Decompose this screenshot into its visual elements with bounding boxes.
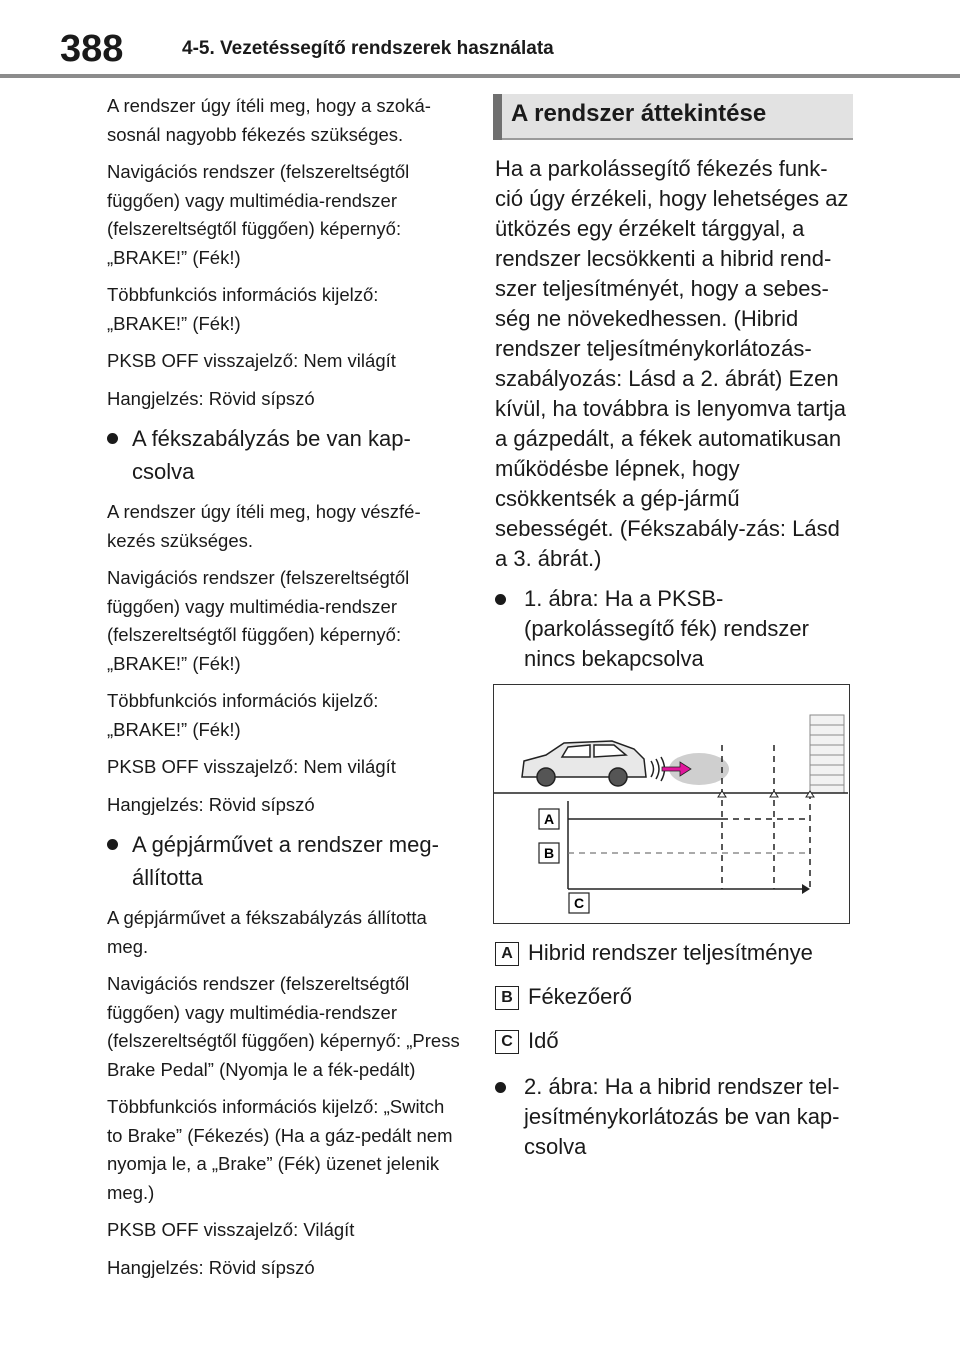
- paragraph: Többfunkciós információs kijelző: „Switch to Brake” (Fékezés) (Ha a gáz-pedált nem nyomja le, a „Brake” (Fék) üzenet jelenik meg.): [107, 1096, 453, 1203]
- bullet-dot-icon: [107, 839, 118, 850]
- heading-accent-bar: [493, 94, 502, 140]
- bullet-item: [107, 422, 462, 488]
- heading-text: A rendszer áttekintése: [511, 100, 767, 127]
- bullet-item: [495, 1072, 855, 1162]
- paragraph: A rendszer úgy ítéli meg, hogy vészfé-kezés szükséges.: [107, 501, 421, 551]
- bullet-text: 2. ábra: Ha a hibrid rendszer tel-jesítménykorlátozás be van kap-csolva: [524, 1074, 840, 1159]
- legend-row-c: [495, 1026, 855, 1070]
- legend-key: B: [495, 986, 519, 1010]
- paragraph: A rendszer úgy ítéli meg, hogy a szoká-sosnál nagyobb fékezés szükséges.: [107, 95, 431, 145]
- legend-text: Hibrid rendszer teljesítménye: [528, 940, 813, 965]
- label-c: [569, 893, 589, 913]
- bullet-item: [107, 828, 462, 894]
- paragraph: Navigációs rendszer (felszereltségtől függően) vagy multimédia-rendszer (felszereltségtől függően) képernyő: „Press Brake Pedal” (Nyomja le a fék-pedált): [107, 973, 460, 1080]
- legend-text: Fékezőerő: [528, 984, 632, 1009]
- car-illustration: [522, 741, 646, 786]
- svg-text:B: B: [543, 845, 555, 861]
- section-heading: [493, 94, 853, 140]
- page-number: 388: [60, 28, 124, 70]
- paragraph: Többfunkciós információs kijelző: „BRAKE!” (Fék!): [107, 284, 379, 334]
- time-markers: [722, 745, 810, 889]
- section-title: 4-5. Vezetéssegítő rendszerek használata: [182, 38, 554, 59]
- svg-text:C: C: [573, 895, 585, 911]
- pksb-diagram: [493, 684, 850, 924]
- header-rule: [0, 74, 960, 78]
- bullet-item: [495, 584, 853, 674]
- bullet-dot-icon: [495, 594, 506, 605]
- time-axis-arrow: [802, 884, 810, 894]
- paragraph: PKSB OFF visszajelző: Világít: [107, 1219, 355, 1240]
- right-column: [493, 94, 853, 684]
- paragraph: Hangjelzés: Rövid sípszó: [107, 793, 315, 815]
- legend-row-b: [495, 982, 855, 1026]
- bullet-text: A fékszabályzás be van kap-csolva: [132, 426, 411, 484]
- body-paragraph: Ha a parkolássegítő fékezés funk-ció úgy érzékeli, hogy lehetséges az ütközés egy érzékelt tárggyal, a rendszer lecsökkenti a hibrid rend-szer teljesítményét, hogy a sebes-ség ne növekedhessen. (Hibrid rendszer teljesítménykorlátozás-szabályozás: Lásd a 2. ábrát) Ezen kívül, ha továbbra is lenyomva tartja a gázpedált, a fékek automatikusan működésbe lépnek, hogy csökkentsék a gép-jármű sebességét. (Fékszabály-zás: Lásd a 3. ábrát.): [495, 156, 849, 571]
- label-b: [539, 843, 559, 863]
- svg-text:A: A: [543, 811, 555, 827]
- paragraph: Hangjelzés: Rövid sípszó: [107, 1256, 315, 1278]
- bullet-text: A gépjárművet a rendszer meg-állította: [132, 832, 439, 890]
- paragraph: A gépjárművet a fékszabályzás állította meg.: [107, 907, 427, 957]
- label-a: [539, 809, 559, 829]
- legend-row-a: [495, 938, 855, 982]
- legend-key: C: [495, 1030, 519, 1054]
- marker-triangles: [718, 791, 814, 797]
- legend-text: Idő: [528, 1028, 559, 1053]
- page-header: [0, 0, 960, 80]
- paragraph: PKSB OFF visszajelző: Nem világít: [107, 756, 396, 777]
- paragraph: Navigációs rendszer (felszereltségtől függően) vagy multimédia-rendszer (felszereltségtől függően) képernyő: „BRAKE!” (Fék!): [107, 161, 410, 268]
- paragraph: Navigációs rendszer (felszereltségtől függően) vagy multimédia-rendszer (felszereltségtől függően) képernyő: „BRAKE!” (Fék!): [107, 567, 410, 674]
- paragraph: Többfunkciós információs kijelző: „BRAKE!” (Fék!): [107, 690, 379, 740]
- left-column: [107, 92, 462, 1291]
- paragraph: Hangjelzés: Rövid sípszó: [107, 387, 315, 409]
- brick-wall-icon: [810, 715, 844, 793]
- bullet-dot-icon: [107, 433, 118, 444]
- diagram-svg: [494, 685, 848, 922]
- bullet-dot-icon: [495, 1082, 506, 1093]
- bullet-text: 1. ábra: Ha a PKSB- (parkolássegítő fék) rendszer nincs bekapcsolva: [524, 586, 809, 671]
- paragraph: PKSB OFF visszajelző: Nem világít: [107, 350, 396, 371]
- legend: [495, 938, 855, 1162]
- legend-key: A: [495, 942, 519, 966]
